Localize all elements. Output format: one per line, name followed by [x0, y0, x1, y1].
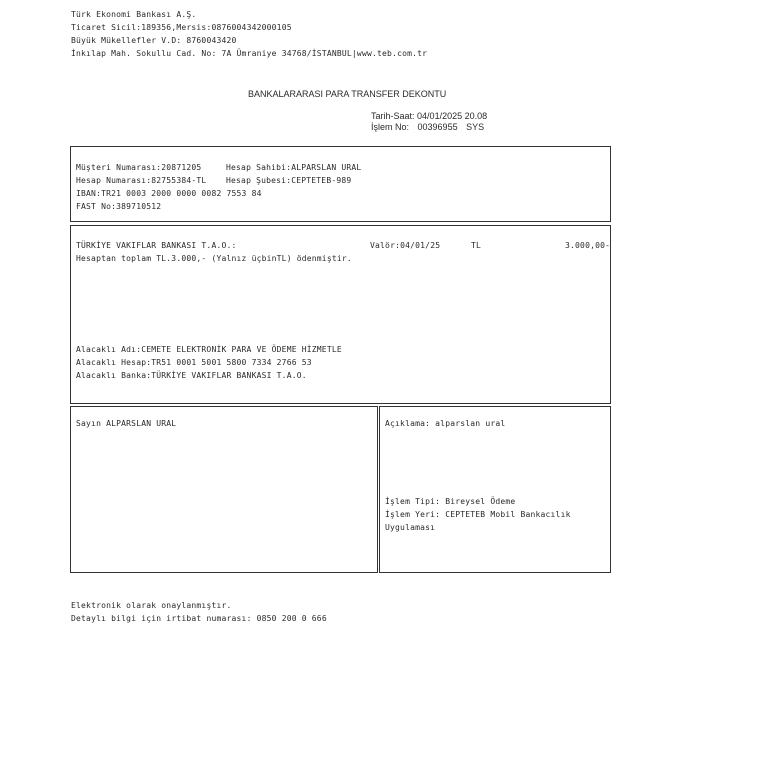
document-title: BANKALARARASI PARA TRANSFER DEKONTU: [248, 89, 447, 99]
transaction-label: İşlem No:: [371, 122, 410, 132]
transaction-description-box: [379, 406, 611, 573]
datetime-label: Tarih-Saat:: [371, 111, 415, 121]
iban: IBAN:TR21 0003 2000 0000 0082 7553 84: [76, 189, 262, 198]
contact-info: Detaylı bilgi için irtibat numarası: 0850 200 0 666: [71, 614, 327, 623]
account-number: Hesap Numarası:82755384-TL: [76, 176, 207, 185]
transfer-details-box: [70, 225, 611, 404]
account-owner: Hesap Sahibi:ALPARSLAN URAL: [226, 163, 362, 172]
company-name: Türk Ekonomi Bankası A.Ş.: [71, 10, 197, 19]
recipient-account: Alacaklı Hesap:TR51 0001 5001 5800 7334 2766 53: [76, 358, 312, 367]
transaction-number: 00396955: [417, 122, 458, 132]
customer-info-box: [70, 146, 611, 222]
recipient-bank: Alacaklı Banka:TÜRKİYE VAKIFLAR BANKASI T.A.O.: [76, 371, 307, 380]
transaction-type: İşlem Tipi: Bireysel Ödeme: [385, 497, 516, 506]
transaction-suffix: SYS: [466, 122, 485, 132]
account-branch: Hesap Şubesi:CEPTETEB-989: [226, 176, 352, 185]
recipient-name: Alacaklı Adı:CEMETE ELEKTRONİK PARA VE ÖDEME HİZMETLE: [76, 345, 342, 354]
transaction-place: İşlem Yeri: CEPTETEB Mobil Bankacılık: [385, 510, 571, 519]
sending-bank: TÜRKİYE VAKIFLAR BANKASI T.A.O.:: [76, 241, 237, 250]
customer-no: Müşteri Numarası:20871205: [76, 163, 202, 172]
datetime-value: 04/01/2025 20.08: [417, 111, 488, 121]
greeting: Sayın ALPARSLAN URAL: [76, 419, 177, 428]
payment-summary: Hesaptan toplam TL.3.000,- (Yalnız üçbinTL) ödenmiştir.: [76, 254, 352, 263]
footer: [71, 599, 327, 625]
tax-office: Büyük Mükellefler V.D: 8760043420: [71, 36, 237, 45]
valor-date: Valör:04/01/25: [370, 241, 441, 250]
company-registry: Ticaret Sicil:189356,Mersis:0876004342000105: [71, 23, 292, 32]
transaction-meta: [371, 111, 487, 133]
greeting-box: [70, 406, 378, 573]
approval-note: Elektronik olarak onaylanmıştır.: [71, 601, 232, 610]
transaction-place-cont: Uygulaması: [385, 523, 436, 532]
fast-number: FAST No:389710512: [76, 202, 162, 211]
currency: TL: [471, 241, 482, 250]
bank-header: [71, 8, 427, 60]
description: Açıklama: alparslan ural: [385, 419, 506, 428]
company-address: İnkılap Mah. Sokullu Cad. No: 7A Ümraniye 34768/İSTANBUL|www.teb.com.tr: [71, 49, 428, 58]
amount: 3.000,00-: [565, 241, 611, 250]
